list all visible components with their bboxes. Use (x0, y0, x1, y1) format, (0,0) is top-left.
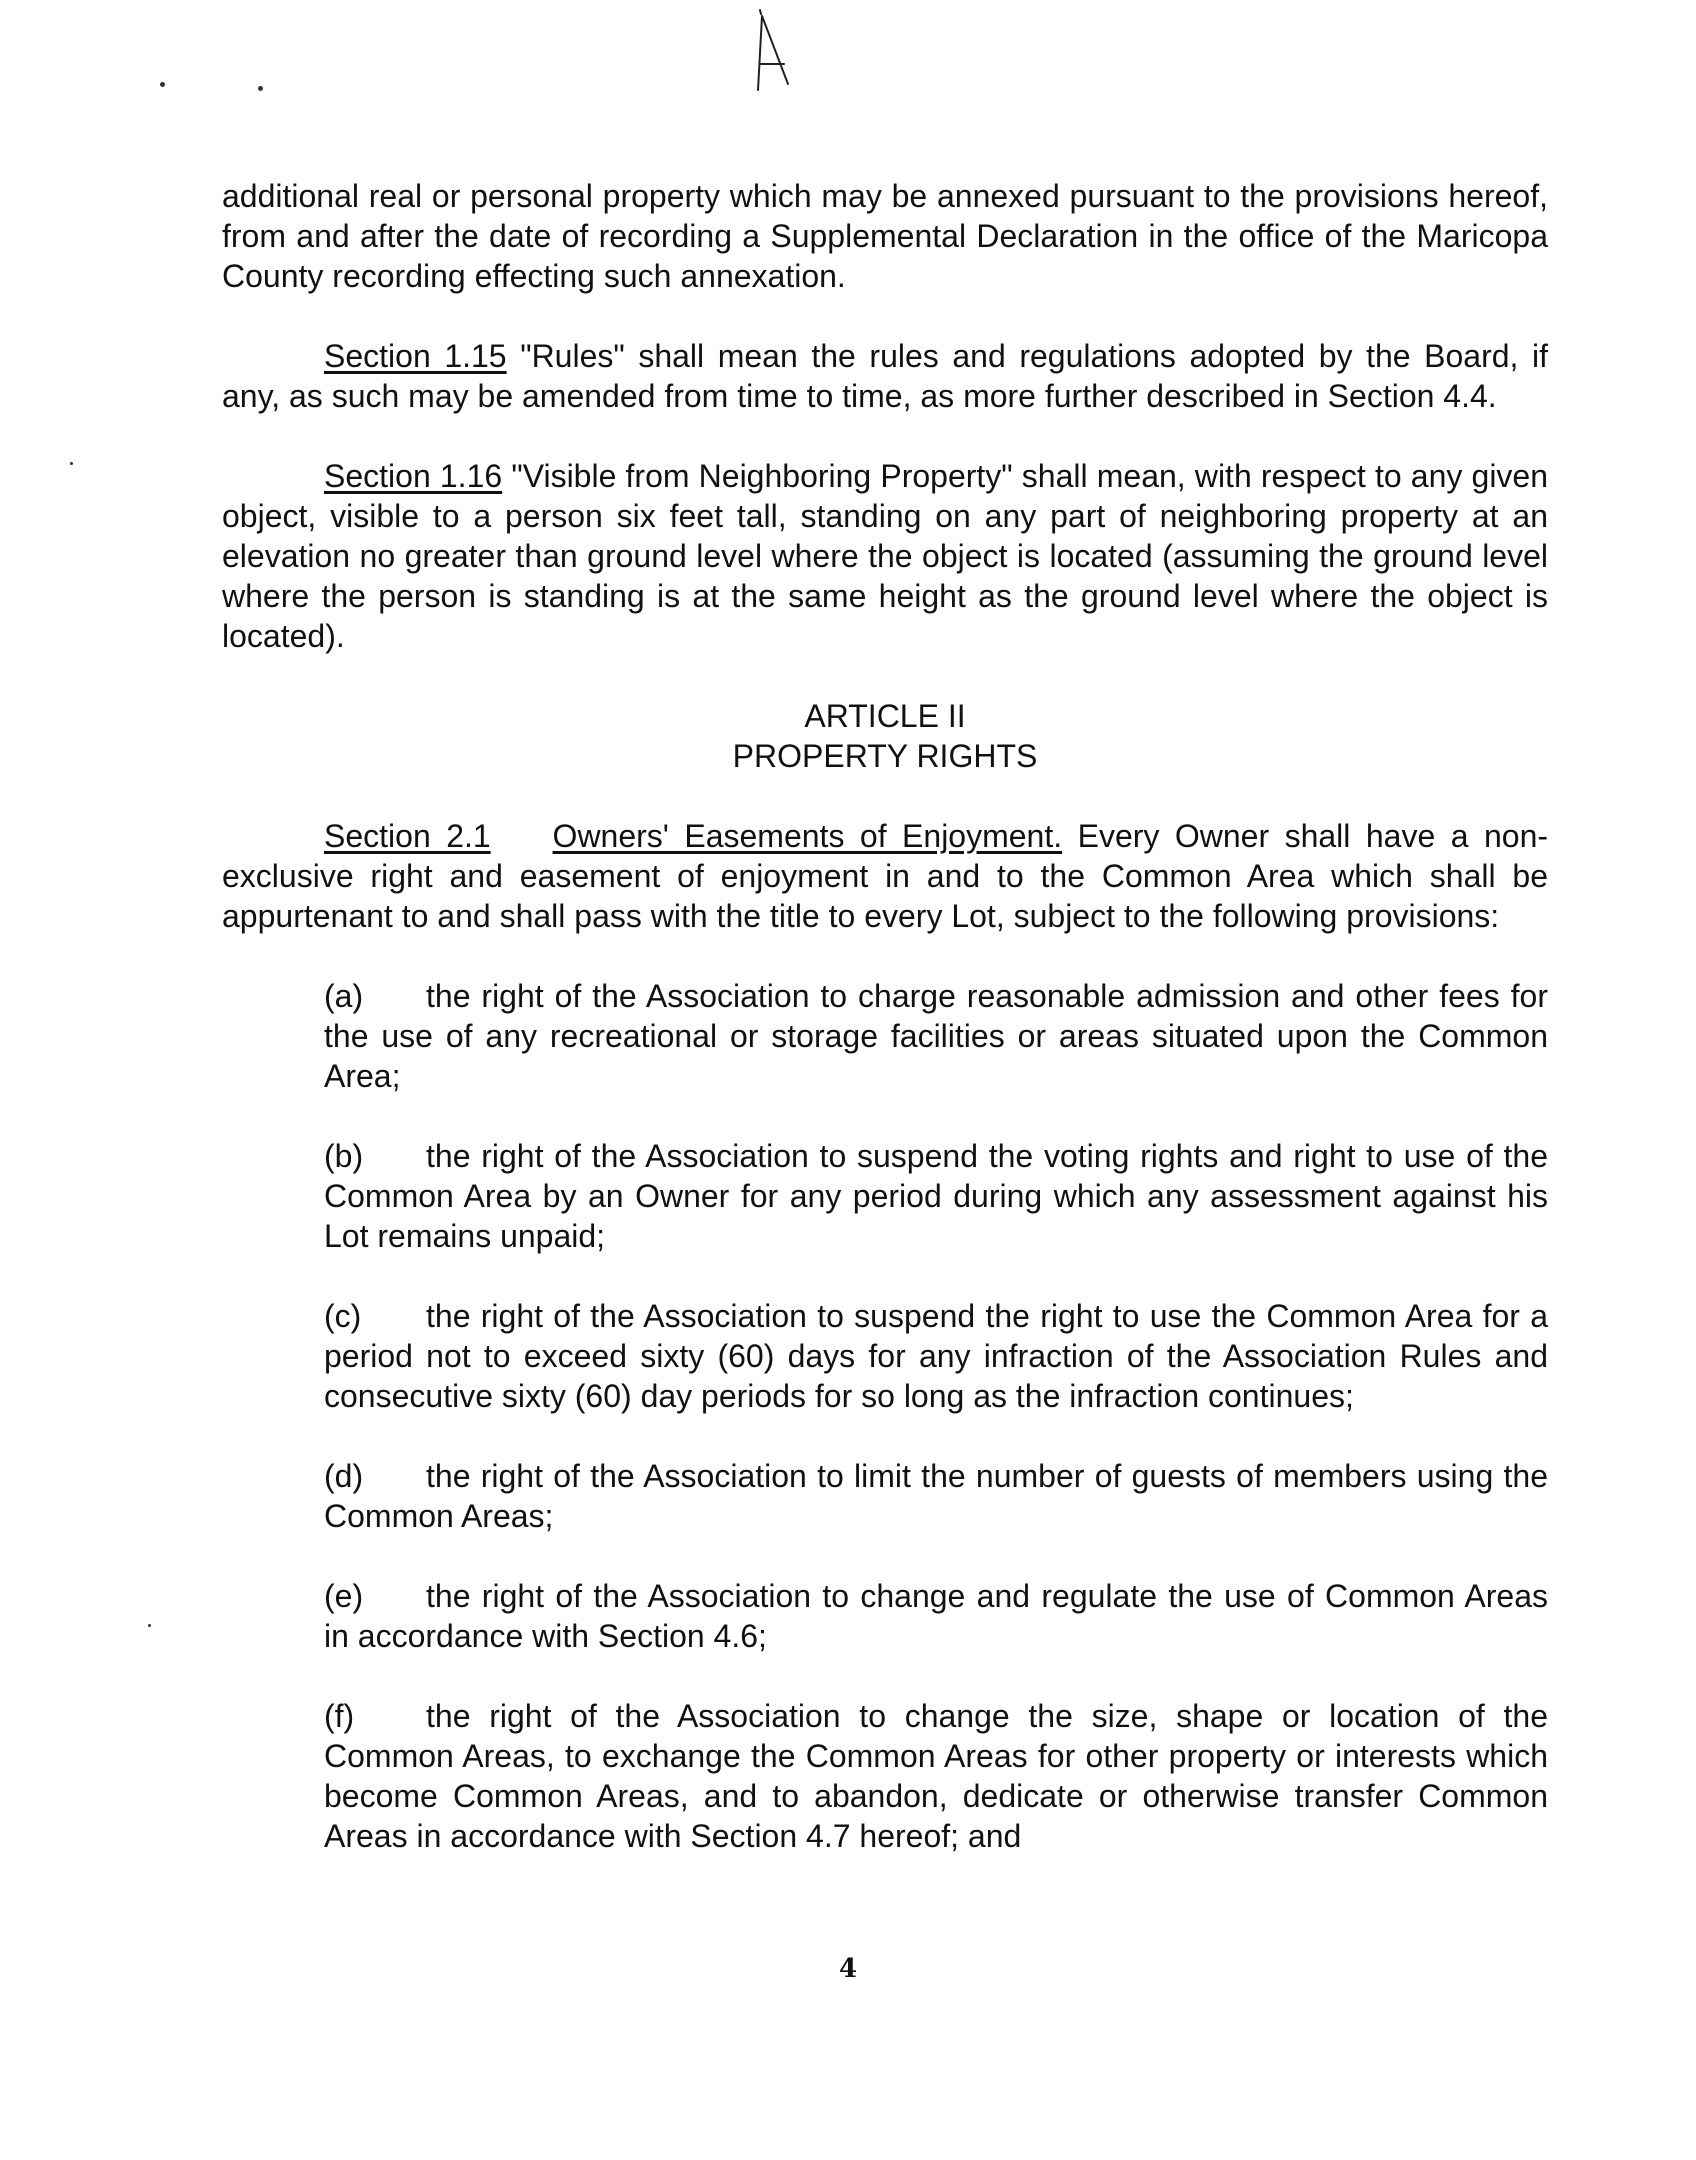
document-body (222, 176, 1548, 1856)
section-1-16-paragraph (222, 456, 1548, 656)
provision-letter: (d) (324, 1458, 364, 1494)
provision-letter: (b) (324, 1138, 364, 1174)
provision-b (324, 1136, 1548, 1256)
provision-letter: (c) (324, 1298, 362, 1334)
provision-text: the right of the Association to suspend the voting rights and right to use of the Common Area by an Owner for any period during which any assessment against his Lot remains unpaid; (324, 1138, 1548, 1254)
provision-d (324, 1456, 1548, 1536)
scan-speck (148, 1624, 151, 1627)
provision-f (324, 1696, 1548, 1856)
provision-a (324, 976, 1548, 1096)
article-number: ARTICLE II (804, 698, 966, 734)
article-title: PROPERTY RIGHTS (732, 738, 1038, 774)
handwritten-a-mark (744, 6, 804, 96)
section-1-15-paragraph (222, 336, 1548, 416)
provisions-list (324, 976, 1548, 1856)
scan-speck (258, 86, 263, 91)
section-2-1-paragraph (222, 816, 1548, 936)
provision-text: the right of the Association to limit the number of guests of members using the Common Areas; (324, 1458, 1548, 1534)
scan-speck (160, 82, 165, 87)
intro-paragraph: additional real or personal property which may be annexed pursuant to the provisions hereof, from and after the date of recording a Supplemental Declaration in the office of the Maricopa County recording effecting such annexation. (222, 178, 1548, 294)
section-1-15-label: Section 1.15 (324, 338, 507, 374)
section-2-1-heading: Owners' Easements of Enjoyment. (552, 818, 1063, 854)
section-2-1-text: Every Owner shall have a non-exclusive right and easement of enjoyment in and to the Common Area which shall be appurtenant to and shall pass with the title to every Lot, subject to the following provisions: (222, 818, 1549, 934)
section-2-1-label: Section 2.1 (324, 818, 491, 854)
section-1-15-text: "Rules" shall mean the rules and regulations adopted by the Board, if any, as such may be amended from time to time, as more further described in Section 4.4. (222, 338, 1549, 414)
section-1-16-text: "Visible from Neighboring Property" shall mean, with respect to any given object, visible to a person six feet tall, standing on any part of neighboring property at an elevation no greater than ground level where the object is located (assuming the ground level where the person is standing is at the same height as the ground level where the object is located). (222, 458, 1549, 654)
provision-e (324, 1576, 1548, 1656)
provision-letter: (a) (324, 978, 364, 1014)
provision-text: the right of the Association to change and regulate the use of Common Areas in accordance with Section 4.6; (324, 1578, 1548, 1654)
provision-text: the right of the Association to change the size, shape or location of the Common Areas, to exchange the Common Areas for other property or interests which become Common Areas, and to abandon, dedicate or otherwise transfer Common Areas in accordance with Section 4.7 hereof; and (324, 1698, 1548, 1854)
section-1-16-label: Section 1.16 (324, 458, 503, 494)
provision-text: the right of the Association to suspend the right to use the Common Area for a period not to exceed sixty (60) days for any infraction of the Association Rules and consecutive sixty (60) day periods for so long as the infraction continues; (324, 1298, 1548, 1414)
provision-letter: (f) (324, 1698, 355, 1734)
provision-letter: (e) (324, 1578, 364, 1614)
provision-c (324, 1296, 1548, 1416)
page-number: 4 (838, 1954, 858, 1984)
provision-text: the right of the Association to charge reasonable admission and other fees for the use of any recreational or storage facilities or areas situated upon the Common Area; (324, 978, 1548, 1094)
scan-speck (70, 462, 73, 465)
